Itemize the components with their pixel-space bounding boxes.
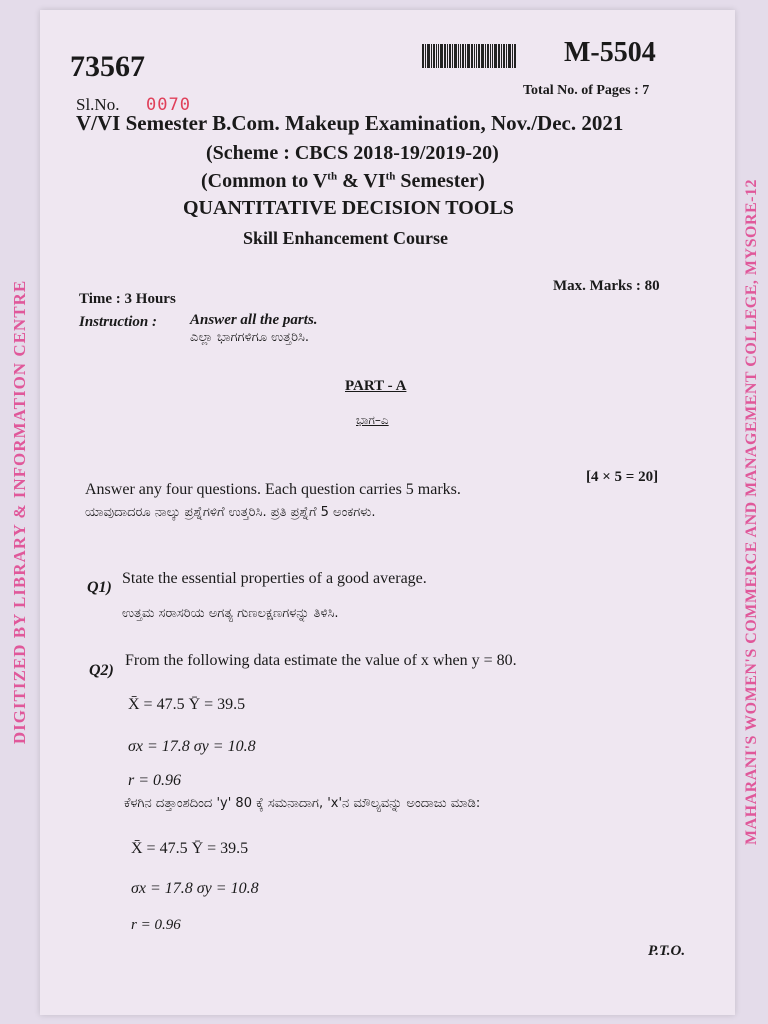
time-label: Time : 3 Hours [79,291,176,307]
q2-number: Q2) [89,662,114,679]
q2-means-kannada-section: X̄ = 47.5 Ȳ = 39.5 [131,840,249,857]
exam-code: M-5504 [564,37,656,68]
title-common: (Common to Vth & VIth Semester) [201,170,485,192]
course-type: Skill Enhancement Course [243,228,449,248]
paper-code: 73567 [70,50,145,83]
q2-text: From the following data estimate the value of x when y = 80. [125,652,517,669]
q2-correlation-kannada-section: r = 0.96 [131,917,181,933]
slno-label: Sl.No. [76,95,120,114]
q1-kannada: ಉತ್ತಮ ಸರಾಸರಿಯ ಅಗತ್ಯ ಗುಣಲಕ್ಷಣಗಳನ್ನು ತಿಳಿಸಿ. [122,606,339,621]
instruction-text: Answer all the parts. [190,312,318,328]
watermark-right: MAHARANI'S WOMEN'S COMMERCE AND MANAGEMENT COLLEGE, MYSORE-12 [743,179,760,845]
pto-label: P.T.O. [648,943,686,959]
max-marks: Max. Marks : 80 [553,278,660,294]
q2-sds-kannada-section: σx = 17.8 σy = 10.8 [131,880,259,897]
part-a-marks: [4 × 5 = 20] [586,469,659,485]
part-a-instructions: Answer any four questions. Each question carries 5 marks. [85,481,461,498]
q2-standard-deviations: σx = 17.8 σy = 10.8 [128,738,256,755]
part-a-heading: PART - A [345,378,407,394]
part-a-instructions-kannada: ಯಾವುದಾದರೂ ನಾಲ್ಕು ಪ್ರಶ್ನೆಗಳಿಗೆ ಉತ್ತರಿಸಿ. ಪ್ರತಿ ಪ್ರಶ್ನೆಗೆ 5 ಅಂಕಗಳು. [85,505,376,520]
part-a-heading-kannada: ಭಾಗ–ಎ [356,413,389,427]
instruction-label: Instruction : [79,314,157,330]
q2-means: X̄ = 47.5 Ȳ = 39.5 [128,696,246,713]
slno-value: 0070 [146,95,191,115]
title-line-1: V/VI Semester B.Com. Makeup Examination, Nov./Dec. 2021 [76,111,624,135]
subject-title: QUANTITATIVE DECISION TOOLS [183,197,514,219]
q2-kannada: ಕೆಳಗಿನ ದತ್ತಾಂಶದಿಂದ 'y' 80 ಕ್ಕೆ ಸಮನಾದಾಗ, 'x'ನ ಮೌಲ್ಯವನ್ನು ಅಂದಾಜು ಮಾಡಿ: [124,796,481,811]
q1-text: State the essential properties of a good average. [122,570,427,587]
watermark-left: DIGITIZED BY LIBRARY & INFORMATION CENTRE [10,279,29,745]
total-pages: Total No. of Pages : 7 [523,83,650,98]
q1-number: Q1) [87,579,112,596]
barcode [422,44,532,68]
instruction-kannada: ಎಲ್ಲಾ ಭಾಗಗಳಿಗೂ ಉತ್ತರಿಸಿ. [190,330,310,345]
q2-correlation: r = 0.96 [128,772,182,789]
title-scheme: (Scheme : CBCS 2018-19/2019-20) [206,142,499,164]
